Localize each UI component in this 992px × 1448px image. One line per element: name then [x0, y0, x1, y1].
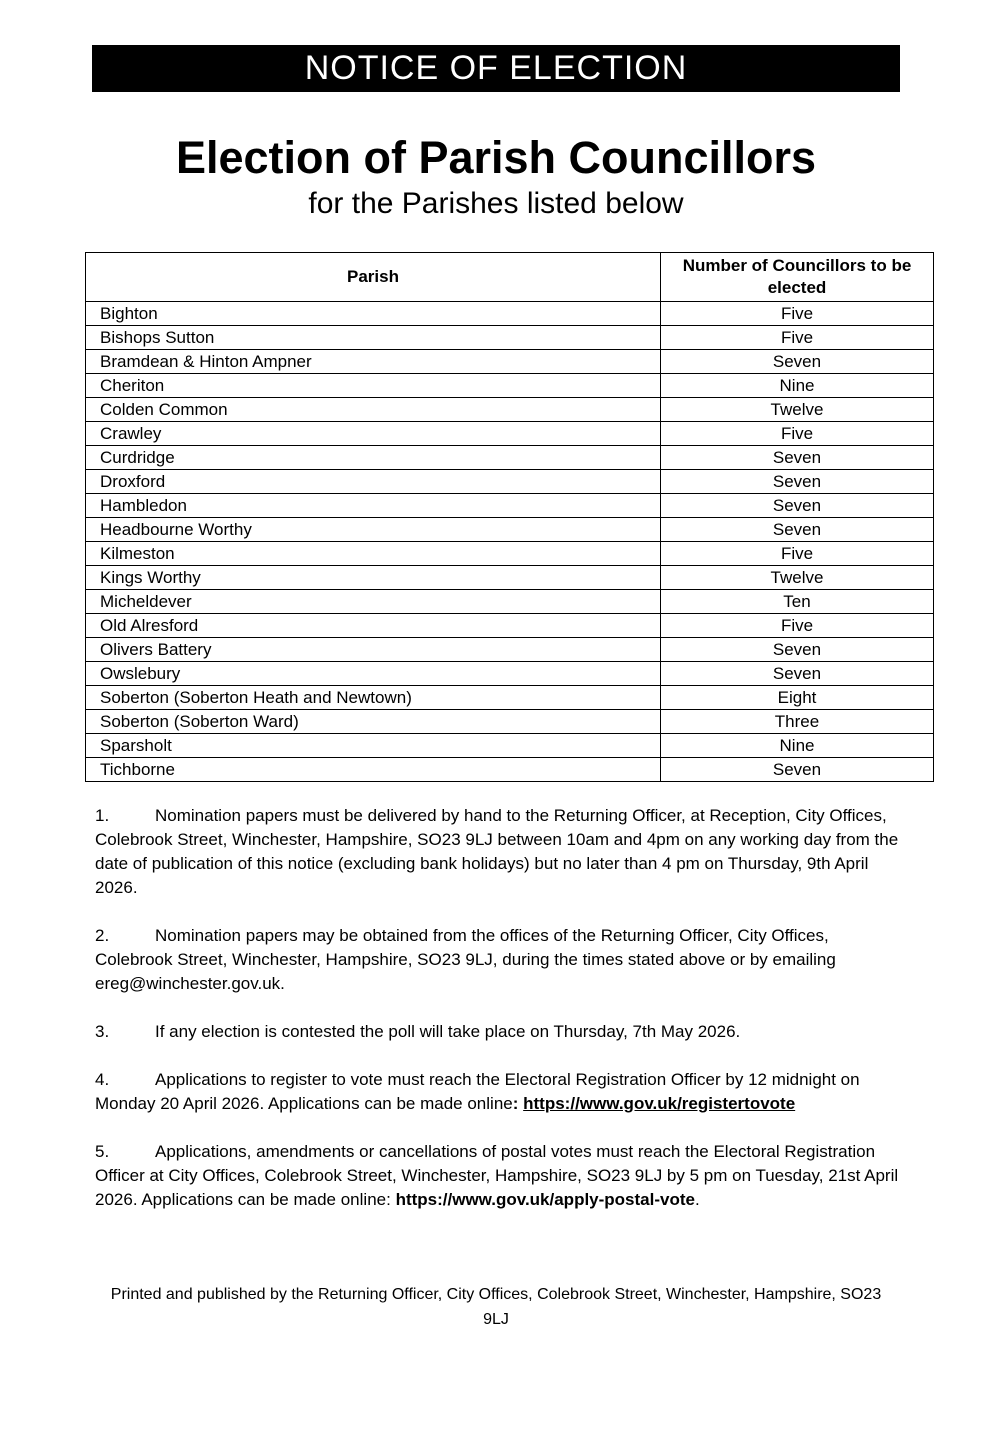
notices-section	[95, 804, 903, 1212]
paragraph-colon: :	[512, 1094, 519, 1113]
councillors-count-cell: Eight	[661, 686, 934, 710]
table-row	[86, 734, 934, 758]
notice-paragraph-3	[95, 1020, 903, 1044]
councillors-count-cell: Five	[661, 326, 934, 350]
parish-name-cell: Bishops Sutton	[86, 326, 661, 350]
parish-name-cell: Curdridge	[86, 446, 661, 470]
printed-published-footer: Printed and published by the Returning Officer, City Offices, Colebrook Street, Winchester, Hampshire, SO23 9LJ	[110, 1286, 882, 1328]
paragraph-suffix: .	[694, 1190, 700, 1209]
councillors-count-cell: Nine	[661, 734, 934, 758]
councillors-count-cell: Seven	[661, 518, 934, 542]
notice-paragraph-4	[95, 1068, 903, 1116]
table-row	[86, 518, 934, 542]
banner-label: NOTICE OF ELECTION	[304, 49, 688, 87]
table-row	[86, 566, 934, 590]
parish-name-cell: Micheldever	[86, 590, 661, 614]
councillors-column-header: Number of Councillors to be elected	[661, 253, 934, 302]
parish-column-header: Parish	[86, 253, 661, 302]
table-row	[86, 542, 934, 566]
page-subtitle: for the Parishes listed below	[308, 187, 684, 220]
parish-name-cell: Owslebury	[86, 662, 661, 686]
table-row	[86, 398, 934, 422]
councillors-count-cell: Five	[661, 614, 934, 638]
parish-name-cell: Headbourne Worthy	[86, 518, 661, 542]
councillors-count-cell: Seven	[661, 446, 934, 470]
parish-name-cell: Hambledon	[86, 494, 661, 518]
councillors-count-cell: Twelve	[661, 398, 934, 422]
parish-name-cell: Bramdean & Hinton Ampner	[86, 350, 661, 374]
parish-name-cell: Soberton (Soberton Ward)	[86, 710, 661, 734]
parish-name-cell: Crawley	[86, 422, 661, 446]
apply-postal-vote-link[interactable]: https://www.gov.uk/apply-postal-vote	[395, 1190, 695, 1209]
parish-name-cell: Bighton	[86, 302, 661, 326]
page-title: Election of Parish Councillors	[175, 132, 817, 183]
councillors-count-cell: Twelve	[661, 566, 934, 590]
parish-name-cell: Kings Worthy	[86, 566, 661, 590]
paragraph-number: 4.	[95, 1070, 110, 1089]
parish-name-cell: Soberton (Soberton Heath and Newtown)	[86, 686, 661, 710]
councillors-count-cell: Seven	[661, 662, 934, 686]
parish-name-cell: Sparsholt	[86, 734, 661, 758]
councillors-count-cell: Seven	[661, 470, 934, 494]
parish-name-cell: Kilmeston	[86, 542, 661, 566]
parish-name-cell: Old Alresford	[86, 614, 661, 638]
parish-name-cell: Tichborne	[86, 758, 661, 782]
parish-name-cell: Olivers Battery	[86, 638, 661, 662]
parish-councillors-table	[85, 252, 934, 782]
notice-paragraph-5	[95, 1140, 903, 1212]
paragraph-number: 1.	[95, 806, 110, 825]
table-header-row	[86, 253, 934, 302]
paragraph-text: Applications to register to vote must reach the Electoral Registration Officer by 12 midnight on Monday 20 April 2026. Applications can be made online	[95, 1070, 860, 1113]
table-row	[86, 422, 934, 446]
councillors-count-cell: Seven	[661, 638, 934, 662]
table-row	[86, 614, 934, 638]
councillors-count-cell: Seven	[661, 494, 934, 518]
councillors-count-cell: Five	[661, 302, 934, 326]
register-to-vote-link[interactable]: https://www.gov.uk/registertovote	[523, 1094, 796, 1113]
parish-name-cell: Droxford	[86, 470, 661, 494]
table-row	[86, 302, 934, 326]
paragraph-number: 2.	[95, 926, 110, 945]
table-row	[86, 350, 934, 374]
table-row	[86, 686, 934, 710]
paragraph-text: Applications, amendments or cancellations of postal votes must reach the Electoral Registration Officer at City Offices, Colebrook Street, Winchester, Hampshire, SO23 9LJ by 5 pm on Tuesday, 21st April 2026. Applications can be made online:	[95, 1142, 899, 1209]
councillors-count-cell: Ten	[661, 590, 934, 614]
paragraph-text: Nomination papers may be obtained from the offices of the Returning Officer, City Offices, Colebrook Street, Winchester, Hampshire, SO23 9LJ, during the times stated above or by emailing ereg@winchester.gov.uk.	[95, 926, 836, 993]
table-row	[86, 590, 934, 614]
parish-name-cell: Colden Common	[86, 398, 661, 422]
table-row	[86, 374, 934, 398]
table-row	[86, 662, 934, 686]
councillors-count-cell: Five	[661, 542, 934, 566]
table-row	[86, 446, 934, 470]
parish-table-body	[86, 302, 934, 782]
paragraph-text: Nomination papers must be delivered by hand to the Returning Officer, at Reception, City Offices, Colebrook Street, Winchester, Hampshire, SO23 9LJ between 10am and 4pm on any working day from the date of publication of this notice (excluding bank holidays) but no later than 4 pm on Thursday, 9th April 2026.	[95, 806, 899, 897]
table-row	[86, 470, 934, 494]
councillors-count-cell: Five	[661, 422, 934, 446]
paragraph-number: 5.	[95, 1142, 110, 1161]
table-row	[86, 638, 934, 662]
councillors-count-cell: Seven	[661, 758, 934, 782]
paragraph-number: 3.	[95, 1022, 110, 1041]
notice-of-election-page	[0, 45, 992, 1448]
table-row	[86, 710, 934, 734]
table-row	[86, 758, 934, 782]
paragraph-text: If any election is contested the poll will take place on Thursday, 7th May 2026.	[155, 1022, 741, 1041]
table-row	[86, 326, 934, 350]
councillors-count-cell: Three	[661, 710, 934, 734]
table-row	[86, 494, 934, 518]
notice-paragraph-2	[95, 924, 903, 996]
councillors-count-cell: Nine	[661, 374, 934, 398]
notice-paragraph-1	[95, 804, 903, 900]
parish-name-cell: Cheriton	[86, 374, 661, 398]
notice-of-election-banner	[92, 45, 900, 92]
councillors-count-cell: Seven	[661, 350, 934, 374]
